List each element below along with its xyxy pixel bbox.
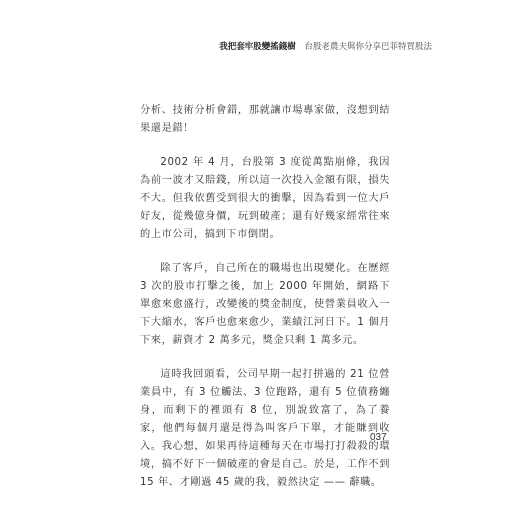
page-number: 037 <box>370 432 387 443</box>
paragraph-1: 分析、技術分析會錯，那就讓市場專家做，沒想到結果還是錯！ <box>140 105 390 134</box>
paragraph-2: 2002 年 4 月，台股第 3 度從萬點崩條，我因為前一波才又賠錢，所以這一次投入金額有限，損失不大。但我依舊受到很大的衝擊，因為看到一位大戶好友，從幾億身價，玩到破產；還有好幾家經常往來的上市公司，搞到下市倒閉。 <box>140 157 390 240</box>
book-title: 我把套牢股變搖錢樹 <box>219 42 296 52</box>
body-text <box>140 102 390 508</box>
book-subtitle: 台股老農夫與你分享巴菲特買股法 <box>304 42 432 52</box>
paragraph-4: 這時我回頭看，公司早期一起打拼過的 21 位營業員中，有 3 位觸法、3 位跑路，還有 5 位債務纏身，而剩下的裡頭有 8 位，別說致富了，為了養家，他們每個月還是得為叫客戶下單，才能賺到收入。我心想，如果再待這種每天在市場打打殺殺的環境，搞不好下一個破產的會是自己。於是，工作不到 15 年、才剛過 45 歲的我，毅然決定 —— 辭職。 <box>140 369 390 488</box>
paragraph-3: 除了客戶，自己所在的職場也出現變化。在歷經 3 次的股市打擊之後，加上 2000 年開始，網路下單愈來愈盛行，改變後的獎金制度，使營業員收入一下大縮水，客戶也愈來愈少，業績江河日下。1 個月下來，薪資才 2 萬多元，獎金只剩 1 萬多元。 <box>140 263 390 346</box>
running-header <box>219 40 432 52</box>
